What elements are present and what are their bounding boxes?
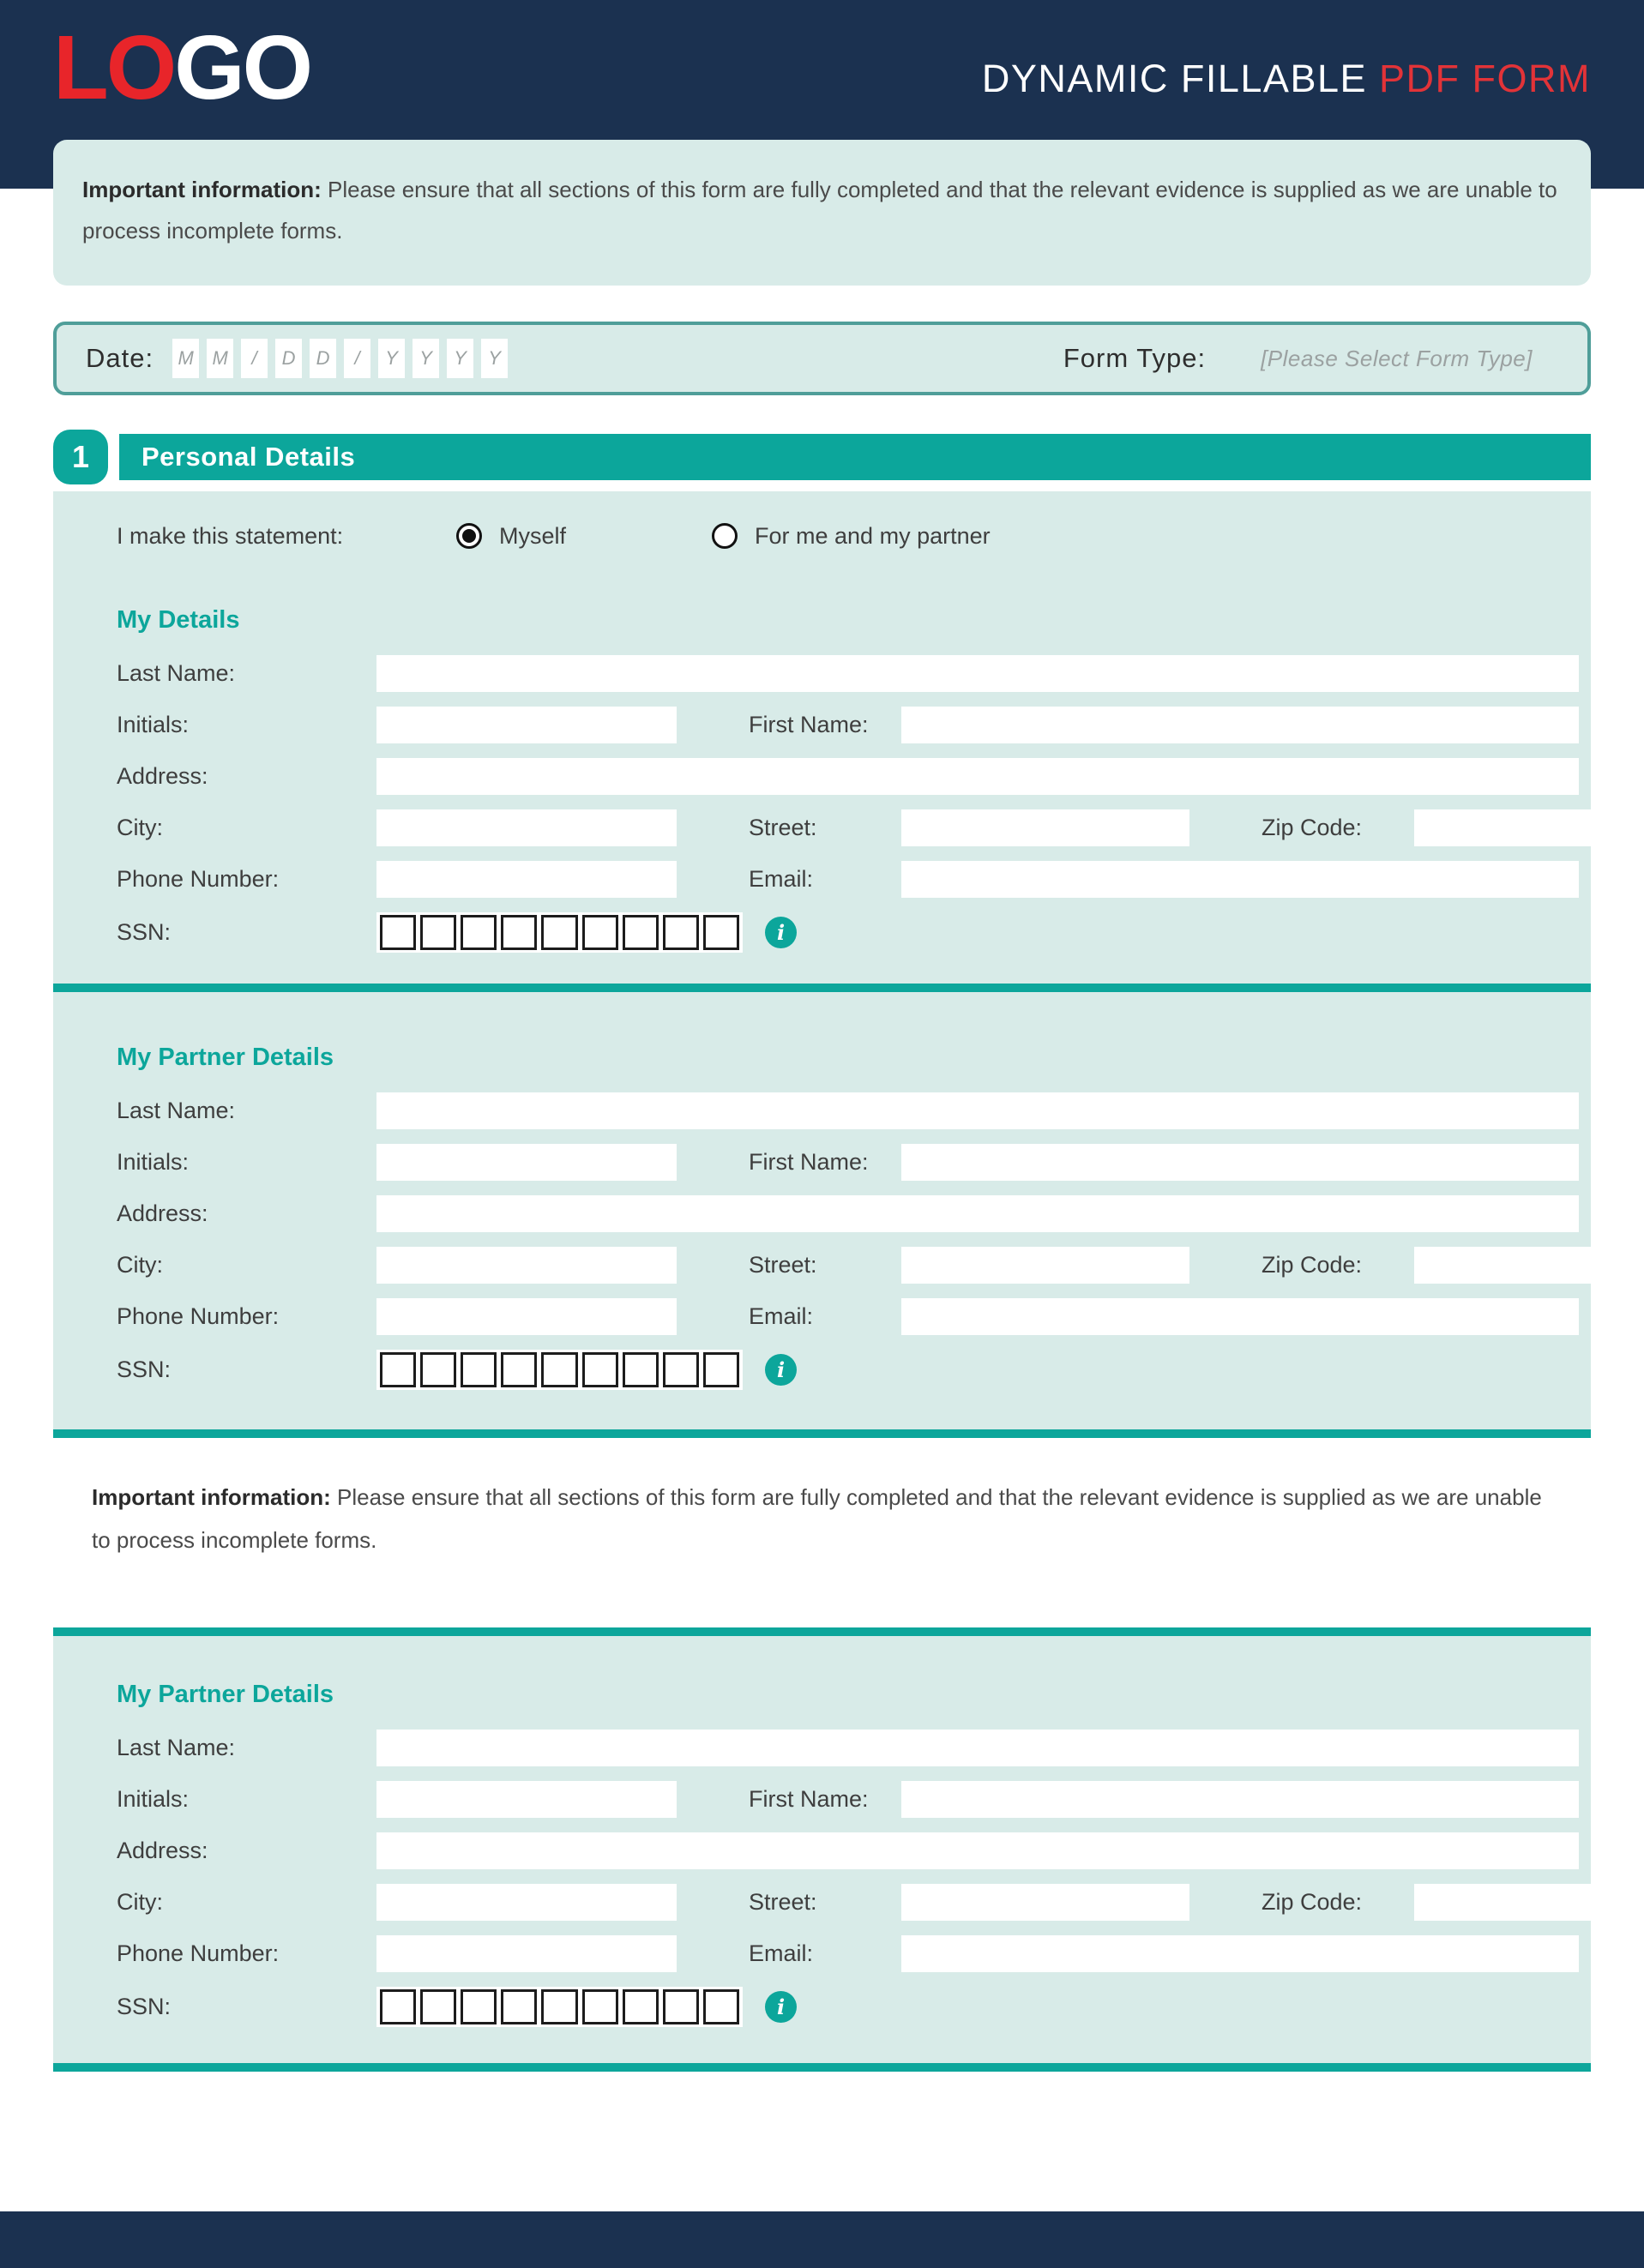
my-partner-details-block-2 bbox=[53, 1681, 1591, 2027]
address-row bbox=[117, 1832, 1579, 1869]
street-input[interactable] bbox=[901, 1884, 1189, 1921]
zip-code-input[interactable] bbox=[1414, 1884, 1644, 1921]
date-comb-input[interactable] bbox=[172, 339, 508, 378]
title-white-part: DYNAMIC FILLABLE bbox=[981, 57, 1380, 100]
partner-details-panel-2 bbox=[53, 1636, 1591, 2072]
info-icon[interactable] bbox=[765, 917, 797, 948]
first-name-input[interactable] bbox=[901, 1144, 1579, 1181]
last-name-label: Last Name: bbox=[117, 1735, 236, 1760]
address-input[interactable] bbox=[376, 1195, 1579, 1232]
last-name-input[interactable] bbox=[376, 1092, 1579, 1129]
street-input[interactable] bbox=[901, 809, 1189, 846]
radio-icon[interactable] bbox=[712, 523, 738, 549]
date-separator-box[interactable] bbox=[241, 339, 268, 378]
ssn-digit-cell[interactable] bbox=[623, 915, 659, 950]
email-input[interactable] bbox=[901, 1298, 1579, 1335]
ssn-digit-cell[interactable] bbox=[380, 1989, 416, 2024]
ssn-digit-cell[interactable] bbox=[541, 1989, 577, 2024]
date-form-type-bar bbox=[53, 322, 1591, 395]
phone-number-label: Phone Number: bbox=[117, 1940, 280, 1966]
last-name-input[interactable] bbox=[376, 655, 1579, 692]
street-label: Street: bbox=[749, 815, 817, 840]
radio-option-label: For me and my partner bbox=[755, 522, 991, 549]
date-digit-input[interactable] bbox=[378, 339, 405, 378]
last-name-row bbox=[117, 1092, 1579, 1129]
title-red-part: PDF FORM bbox=[1379, 57, 1591, 100]
first-name-label: First Name: bbox=[749, 1149, 869, 1175]
radio-option-label: Myself bbox=[499, 522, 567, 549]
radio-option-me-and-partner[interactable] bbox=[712, 523, 991, 550]
date-digit-input[interactable] bbox=[481, 339, 508, 378]
last-name-label: Last Name: bbox=[117, 1098, 236, 1123]
first-name-input[interactable] bbox=[901, 1781, 1579, 1818]
address-label: Address: bbox=[117, 1838, 208, 1863]
section-title: Personal Details bbox=[119, 434, 1591, 480]
initials-row bbox=[117, 1144, 1579, 1181]
ssn-comb-input[interactable] bbox=[376, 912, 743, 953]
ssn-digit-cell[interactable] bbox=[663, 1352, 699, 1387]
street-label: Street: bbox=[749, 1889, 817, 1915]
email-label: Email: bbox=[749, 1303, 814, 1329]
ssn-digit-cell[interactable] bbox=[420, 1989, 456, 2024]
ssn-digit-cell[interactable] bbox=[703, 1352, 739, 1387]
phone-number-input[interactable] bbox=[376, 861, 677, 898]
zip-code-label: Zip Code: bbox=[1262, 1889, 1363, 1915]
ssn-comb-input[interactable] bbox=[376, 1350, 743, 1390]
document-title bbox=[982, 57, 1591, 101]
date-digit-input[interactable] bbox=[172, 339, 199, 378]
my-partner-details-block bbox=[53, 1044, 1591, 1390]
city-row bbox=[117, 1247, 1579, 1284]
initials-label: Initials: bbox=[117, 1149, 190, 1175]
address-row bbox=[117, 758, 1579, 795]
ssn-digit-cell[interactable] bbox=[582, 1989, 618, 2024]
ssn-row bbox=[117, 912, 1579, 953]
ssn-digit-cell[interactable] bbox=[420, 1352, 456, 1387]
city-row bbox=[117, 809, 1579, 846]
info-icon-glyph: i bbox=[776, 920, 786, 945]
ssn-digit-cell[interactable] bbox=[663, 1989, 699, 2024]
notice-bold-label: Important information: bbox=[92, 1484, 331, 1510]
ssn-row bbox=[117, 1350, 1579, 1390]
block-heading: My Partner Details bbox=[117, 1044, 334, 1071]
form-type-label: Form Type: bbox=[1063, 343, 1207, 373]
phone-number-input[interactable] bbox=[376, 1935, 677, 1972]
street-input[interactable] bbox=[901, 1247, 1189, 1284]
date-digit-input[interactable] bbox=[207, 339, 233, 378]
initials-row bbox=[117, 1781, 1579, 1818]
address-label: Address: bbox=[117, 1200, 208, 1226]
last-name-row bbox=[117, 1730, 1579, 1766]
info-icon[interactable] bbox=[765, 1991, 797, 2023]
ssn-digit-cell[interactable] bbox=[380, 1352, 416, 1387]
ssn-digit-cell[interactable] bbox=[501, 915, 537, 950]
date-separator-box[interactable] bbox=[344, 339, 370, 378]
city-label: City: bbox=[117, 1889, 163, 1915]
last-name-row bbox=[117, 655, 1579, 692]
ssn-digit-cell[interactable] bbox=[501, 1989, 537, 2024]
my-details-block bbox=[53, 606, 1591, 953]
date-digit-input[interactable] bbox=[447, 339, 473, 378]
form-type-select[interactable]: [Please Select Form Type] bbox=[1261, 345, 1533, 371]
date-digit-input[interactable] bbox=[310, 339, 336, 378]
date-label: Date: bbox=[86, 343, 154, 373]
city-input[interactable] bbox=[376, 809, 677, 846]
notice-text: Please ensure that all sections of this form are fully completed and that the relevant evidence is supplied as we are unable to process incomplete forms. bbox=[82, 177, 1557, 244]
email-input[interactable] bbox=[901, 861, 1579, 898]
radio-icon[interactable] bbox=[456, 523, 482, 549]
last-name-label: Last Name: bbox=[117, 660, 236, 686]
phone-row bbox=[117, 1298, 1579, 1335]
phone-number-label: Phone Number: bbox=[117, 1303, 280, 1329]
ssn-label: SSN: bbox=[117, 1357, 172, 1382]
section-divider bbox=[53, 984, 1591, 992]
ssn-digit-cell[interactable] bbox=[623, 1352, 659, 1387]
ssn-digit-cell[interactable] bbox=[541, 1352, 577, 1387]
ssn-label: SSN: bbox=[117, 919, 172, 945]
address-row bbox=[117, 1195, 1579, 1232]
ssn-digit-cell[interactable] bbox=[541, 915, 577, 950]
ssn-label: SSN: bbox=[117, 1994, 172, 2019]
initials-row bbox=[117, 707, 1579, 743]
email-label: Email: bbox=[749, 866, 814, 892]
city-label: City: bbox=[117, 815, 163, 840]
ssn-digit-cell[interactable] bbox=[380, 915, 416, 950]
last-name-input[interactable] bbox=[376, 1730, 1579, 1766]
ssn-digit-cell[interactable] bbox=[703, 1989, 739, 2024]
notice-bold-label: Important information: bbox=[82, 177, 322, 202]
phone-row bbox=[117, 861, 1579, 898]
ssn-digit-cell[interactable] bbox=[623, 1989, 659, 2024]
ssn-digit-cell[interactable] bbox=[461, 915, 497, 950]
address-input[interactable] bbox=[376, 1832, 1579, 1869]
radio-option-myself[interactable] bbox=[456, 523, 566, 550]
zip-code-input[interactable] bbox=[1414, 809, 1644, 846]
city-label: City: bbox=[117, 1252, 163, 1278]
email-input[interactable] bbox=[901, 1935, 1579, 1972]
zip-code-input[interactable] bbox=[1414, 1247, 1644, 1284]
section-1-header bbox=[53, 430, 1591, 484]
ssn-row bbox=[117, 1987, 1579, 2027]
email-label: Email: bbox=[749, 1940, 814, 1966]
ssn-comb-input[interactable] bbox=[376, 1987, 743, 2027]
ssn-digit-cell[interactable] bbox=[501, 1352, 537, 1387]
street-label: Street: bbox=[749, 1252, 817, 1278]
city-input[interactable] bbox=[376, 1247, 677, 1284]
zip-code-label: Zip Code: bbox=[1262, 815, 1363, 840]
block-heading: My Partner Details bbox=[117, 1681, 334, 1708]
notice-text: Please ensure that all sections of this form are fully completed and that the relevant evidence is supplied as we are unable to process incomplete forms. bbox=[92, 1484, 1542, 1553]
phone-row bbox=[117, 1935, 1579, 1972]
statement-row bbox=[53, 491, 1591, 555]
initials-input[interactable] bbox=[376, 1144, 677, 1181]
ssn-digit-cell[interactable] bbox=[582, 915, 618, 950]
date-digit-input[interactable] bbox=[275, 339, 302, 378]
section-number-badge: 1 bbox=[53, 430, 108, 484]
zip-code-label: Zip Code: bbox=[1262, 1252, 1363, 1278]
statement-label: I make this statement: bbox=[117, 522, 344, 549]
logo bbox=[53, 17, 311, 118]
phone-number-label: Phone Number: bbox=[117, 866, 280, 892]
initials-input[interactable] bbox=[376, 1781, 677, 1818]
logo-white-part: GO bbox=[174, 17, 311, 118]
phone-number-input[interactable] bbox=[376, 1298, 677, 1335]
ssn-digit-cell[interactable] bbox=[703, 915, 739, 950]
form-type-group bbox=[1063, 343, 1533, 374]
initials-label: Initials: bbox=[117, 712, 190, 737]
personal-details-panel bbox=[53, 491, 1591, 1429]
ssn-digit-cell[interactable] bbox=[420, 915, 456, 950]
address-label: Address: bbox=[117, 763, 208, 789]
initials-input[interactable] bbox=[376, 707, 677, 743]
ssn-digit-cell[interactable] bbox=[582, 1352, 618, 1387]
info-icon-glyph: i bbox=[776, 1994, 786, 2019]
ssn-digit-cell[interactable] bbox=[461, 1352, 497, 1387]
city-row bbox=[117, 1884, 1579, 1921]
important-information-box bbox=[53, 140, 1591, 286]
logo-red-part: LO bbox=[53, 17, 175, 118]
initials-label: Initials: bbox=[117, 1786, 190, 1812]
ssn-digit-cell[interactable] bbox=[461, 1989, 497, 2024]
info-icon[interactable] bbox=[765, 1354, 797, 1386]
date-digit-input[interactable] bbox=[413, 339, 439, 378]
first-name-label: First Name: bbox=[749, 712, 869, 737]
ssn-digit-cell[interactable] bbox=[663, 915, 699, 950]
info-icon-glyph: i bbox=[776, 1357, 786, 1382]
block-heading: My Details bbox=[117, 606, 240, 634]
address-input[interactable] bbox=[376, 758, 1579, 795]
first-name-input[interactable] bbox=[901, 707, 1579, 743]
first-name-label: First Name: bbox=[749, 1786, 869, 1812]
important-information-box-2 bbox=[53, 1429, 1591, 1636]
page-footer bbox=[0, 2211, 1644, 2268]
city-input[interactable] bbox=[376, 1884, 677, 1921]
